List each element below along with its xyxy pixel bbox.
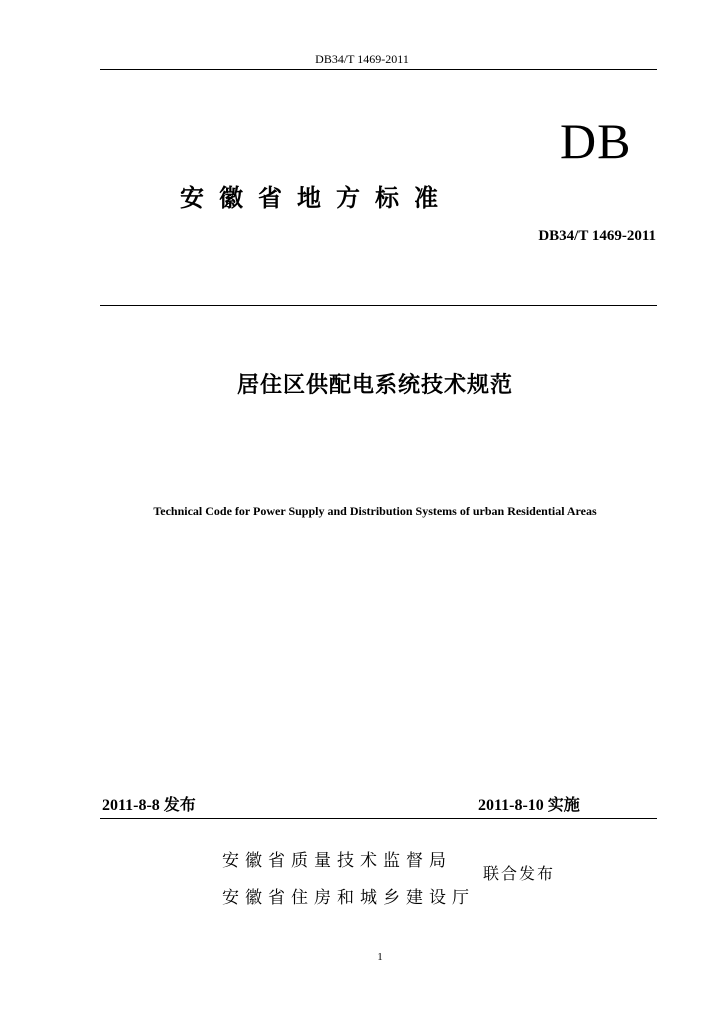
title-chinese: 居住区供配电系统技术规范 bbox=[236, 373, 513, 398]
header-rule bbox=[100, 69, 657, 70]
running-header: DB34/T 1469-2011 bbox=[315, 52, 409, 66]
implementation-date: 2011-8-10 实施 bbox=[478, 797, 580, 814]
page-number: 1 bbox=[377, 951, 383, 963]
issuer-quality-bureau: 安徽省质量技术监督局 bbox=[222, 851, 452, 871]
provincial-standard-label: 安徽省地方标准 bbox=[180, 184, 453, 212]
issuer-housing-department: 安徽省住房和城乡建设厅 bbox=[222, 888, 475, 908]
db-logo: DB bbox=[560, 113, 632, 169]
standard-number: DB34/T 1469-2011 bbox=[538, 228, 656, 244]
dates-rule bbox=[100, 818, 657, 819]
joint-release-label: 联合发布 bbox=[483, 864, 556, 883]
title-top-rule bbox=[100, 305, 657, 306]
issue-date: 2011-8-8 发布 bbox=[102, 797, 196, 814]
title-english: Technical Code for Power Supply and Distribution Systems of urban Residential Areas bbox=[153, 504, 597, 518]
